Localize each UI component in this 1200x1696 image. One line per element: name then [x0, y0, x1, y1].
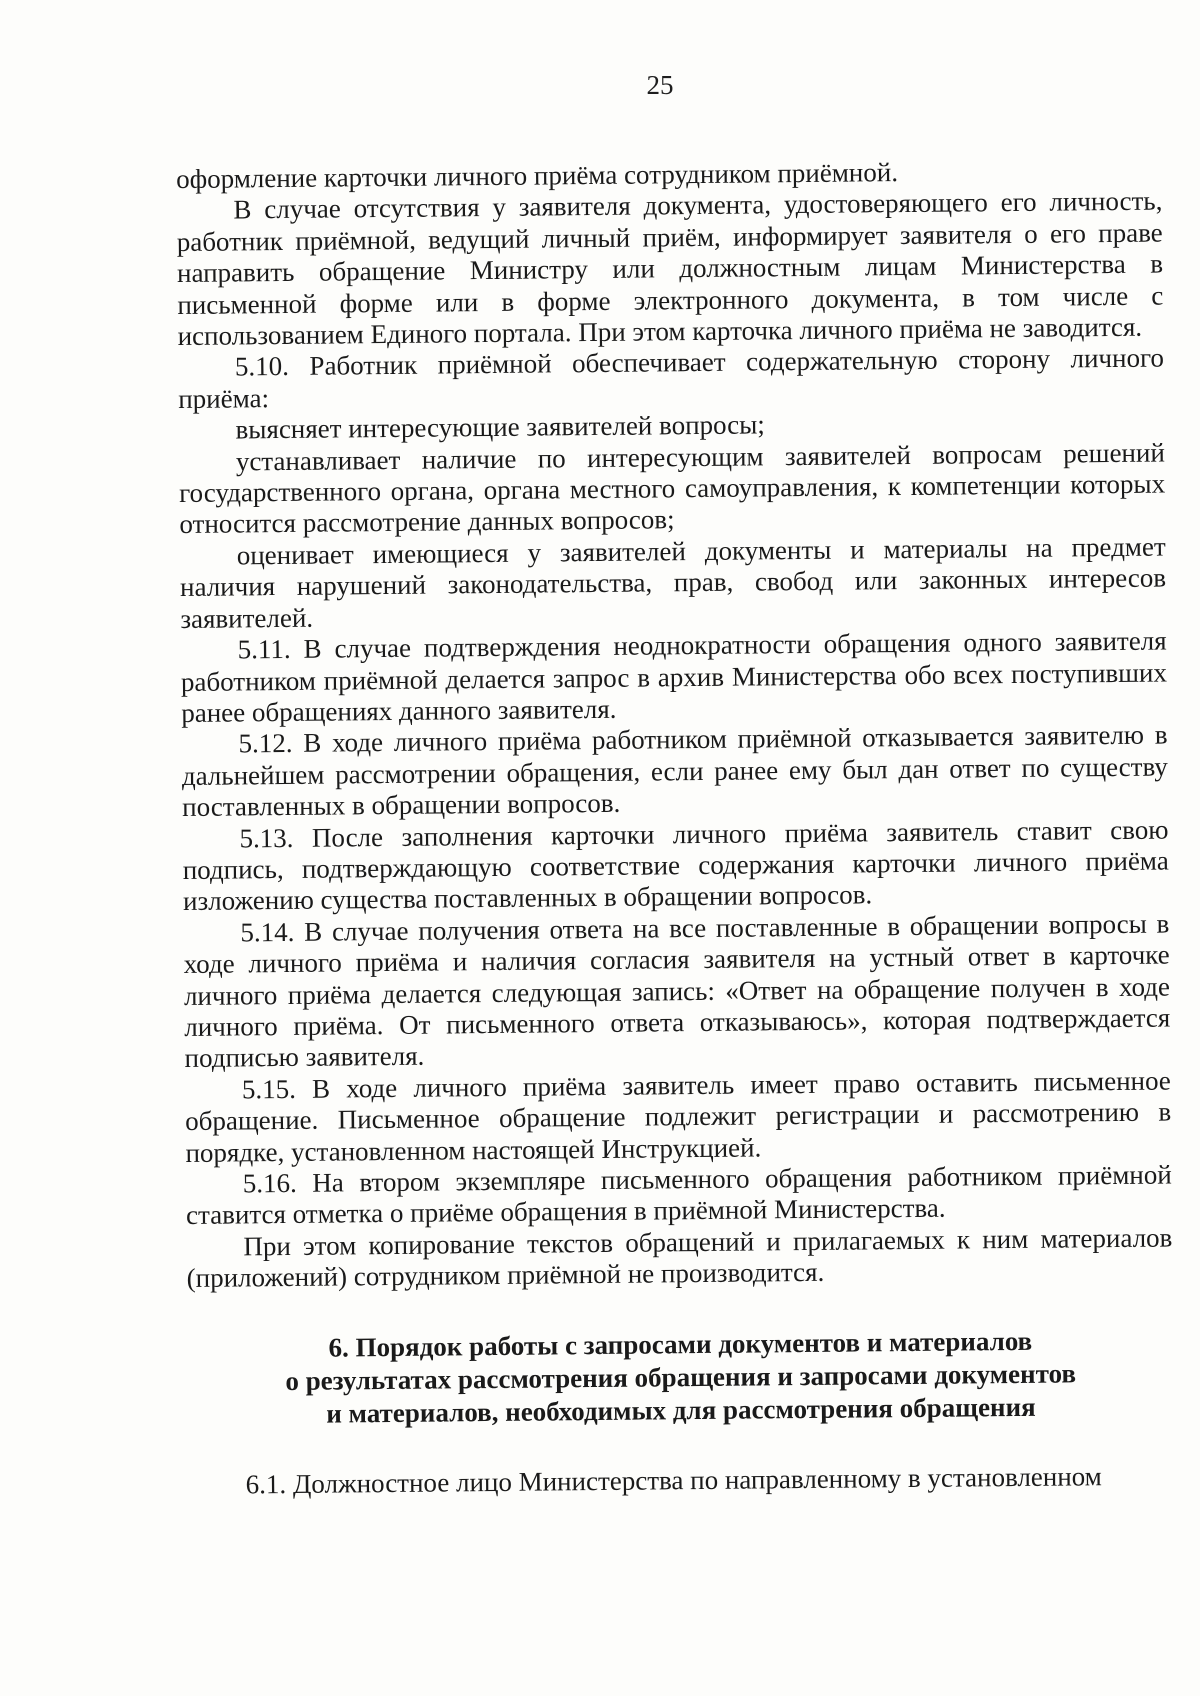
paragraph-no-id-document: В случае отсутствия у заявителя документа, удостоверяющего его личность, работник приёмной, ведущий личный приём, информирует заявителя о его праве направить обращение Министру или должностным лицам Министерства в письменной форме или в форме электронного документа, в том числе с использованием Единого портала. При этом карточка личного приёма не заводится.	[176, 185, 1164, 352]
paragraph-5-13: 5.13. После заполнения карточки личного приёма заявитель ставит свою подпись, подтверждающую соответствие содержания карточки личного приёма изложению существа поставленных в обращении вопросов.	[182, 814, 1169, 917]
page-number: 25	[646, 70, 674, 100]
section-heading-line: о результатах рассмотрения обращения и запросами документов	[285, 1358, 1077, 1396]
paragraph-copying-note: При этом копирование текстов обращений и прилагаемых к ним материалов (приложений) сотрудником приёмной не производится.	[186, 1222, 1173, 1294]
paragraph-6-1: 6.1. Должностное лицо Министерства по направленному в установленном	[245, 1460, 1102, 1500]
section-heading-line: 6. Порядок работы с запросами документов и материалов	[328, 1325, 1033, 1363]
paragraph-5-12: 5.12. В ходе личного приёма работником приёмной отказывается заявителю в дальнейшем рассмотрении обращения, если ранее ему был дан ответ по существу поставленных в обращении вопросов.	[181, 719, 1168, 823]
list-item-clarifies-questions: выясняет интересующие заявителей вопросы;	[235, 409, 766, 445]
paragraph-5-14: 5.14. В случае получения ответа на все поставленные в обращении вопросы в ходе личного приёма и наличия согласия заявителя на устный ответ в карточке личного приёма делается следующая запись: «Ответ на обращение получен в ходе личного приёма. От письменного ответа отказываюсь», которая подтверждается подписью заявителя.	[183, 908, 1171, 1074]
paragraph-5-10: 5.10. Работник приёмной обеспечивает содержательную сторону личного приёма:	[178, 342, 1165, 414]
section-heading-line: и материалов, необходимых для рассмотрения обращения	[326, 1391, 1036, 1429]
list-item-establishes-decisions: устанавливает наличие по интересующим заявителей вопросам решений государственного органа, органа местного самоуправления, к компетенции которых относится рассмотрение данных вопросов;	[179, 437, 1166, 540]
section-heading	[187, 1323, 1174, 1431]
paragraph-5-15: 5.15. В ходе личного приёма заявитель имеет право оставить письменное обращение. Письменное обращение подлежит регистрации и рассмотрению в порядке, установленном настоящей Инструкцией.	[185, 1065, 1172, 1168]
paragraph-continuation: оформление карточки личного приёма сотрудником приёмной.	[176, 157, 899, 194]
paragraph-5-11: 5.11. В случае подтверждения неоднократности обращения одного заявителя работником приёмной делается запрос в архив Министерства обо всех поступивших ранее обращениях данного заявителя.	[180, 625, 1168, 728]
list-item-evaluates-documents: оценивает имеющиеся у заявителей документы и материалы на предмет наличия нарушений законодательства, прав, свобод или законных интересов заявителей.	[179, 531, 1167, 634]
body-text	[176, 155, 1175, 1501]
paragraph-5-16: 5.16. На втором экземпляре письменного обращения работником приёмной ставится отметка о приёме обращения в приёмной Министерства.	[185, 1159, 1172, 1231]
